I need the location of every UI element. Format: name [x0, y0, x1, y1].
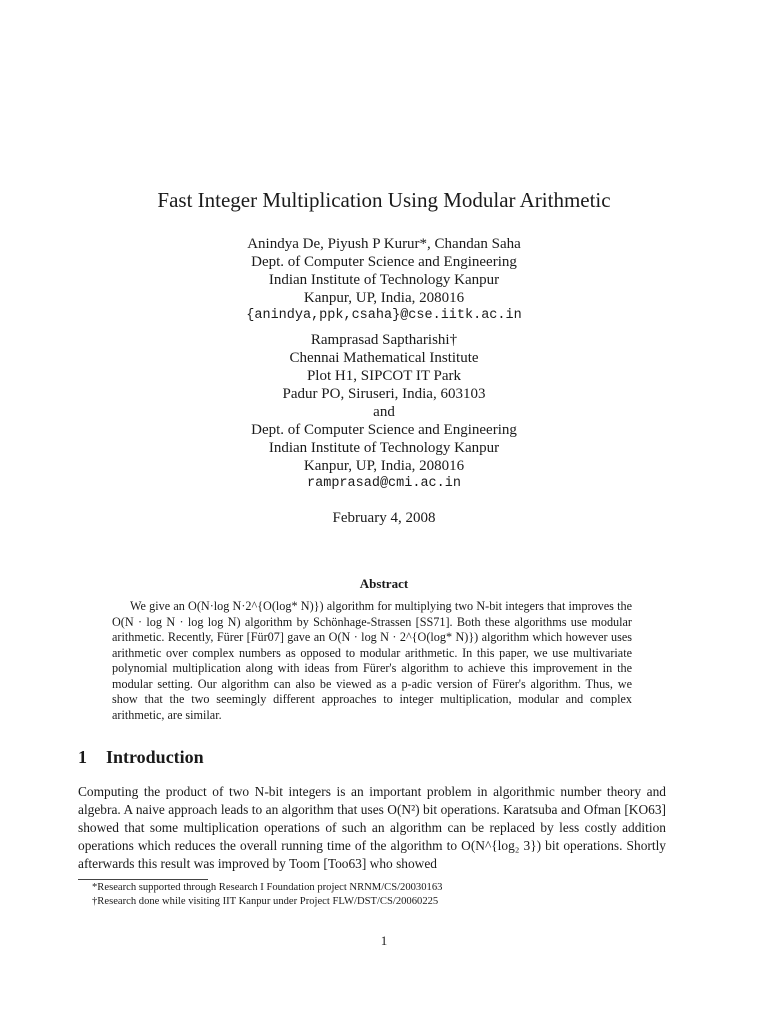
section-title: Introduction [106, 747, 204, 767]
section-heading [78, 747, 204, 768]
page-number: 1 [380, 933, 388, 948]
affiliation-institute-2: Chennai Mathematical Institute [289, 350, 479, 366]
affiliation-dept-1: Dept. of Computer Science and Engineering [251, 254, 517, 270]
affiliation-address-2b: Padur PO, Siruseri, India, 603103 [282, 386, 486, 402]
author-affiliations [0, 235, 768, 493]
abstract-heading: Abstract [359, 576, 409, 591]
affiliation-and: and [373, 404, 395, 420]
affiliation-institute-2b: Indian Institute of Technology Kanpur [268, 440, 500, 456]
affiliation-dept-2: Dept. of Computer Science and Engineering [251, 422, 517, 438]
affiliation-institute-1: Indian Institute of Technology Kanpur [268, 272, 500, 288]
author-email-1: {anindya,ppk,csaha}@cse.iitk.ac.in [246, 308, 522, 323]
affiliation-address-2a: Plot H1, SIPCOT IT Park [306, 368, 462, 384]
affiliation-address-2c: Kanpur, UP, India, 208016 [303, 458, 465, 474]
paper-date: February 4, 2008 [332, 510, 436, 526]
affiliation-address-1: Kanpur, UP, India, 208016 [303, 290, 465, 306]
paper-title: Fast Integer Multiplication Using Modular Arithmetic [157, 188, 611, 212]
intro-paragraph: Computing the product of two N-bit integers is an important problem in algorithmic number theory and algebra. A naive approach leads to an algorithm that uses O(N²) bit operations. Karatsuba and Ofman [KO63] showed that some multiplication operations of such an algorithm can be replaced by less costly addition operations which reduces the overall running time of the algorithm to O(N^{log₂ 3}) bit operations. Shortly afterwards this result was improved by Toom [Too63] who showed [78, 784, 666, 871]
footnotes [92, 881, 442, 909]
footnote-1: *Research supported through Research I Foundation project NRNM/CS/20030163 [92, 882, 443, 893]
author-names-2: Ramprasad Saptharishi† [310, 332, 458, 348]
author-names-1: Anindya De, Piyush P Kurur*, Chandan Saha [247, 236, 521, 252]
section-number: 1 [78, 747, 87, 767]
abstract-text: We give an O(N·log N·2^{O(log* N)}) algorithm for multiplying two N-bit integers that improves the O(N · log N · log log N) algorithm by Schönhage-Strassen [SS71]. Both these algorithms use modular arithmetic. Recently, Fürer [Für07] gave an O(N · log N · 2^{O(log* N)}) algorithm which however uses arithmetic over complex numbers as opposed to modular arithmetic. In this paper, we use multivariate polynomial multiplication along with ideas from Fürer's algorithm to achieve this improvement in the modular setting. Our algorithm can also be viewed as a p-adic version of Fürer's algorithm. Thus, we show that the two seemingly different approaches to integer multiplication, modular and complex arithmetic, are similar. [112, 599, 632, 722]
author-email-2: ramprasad@cmi.ac.in [307, 476, 461, 491]
footnote-rule [78, 879, 208, 880]
footnote-2: †Research done while visiting IIT Kanpur under Project FLW/DST/CS/20060225 [92, 896, 439, 907]
